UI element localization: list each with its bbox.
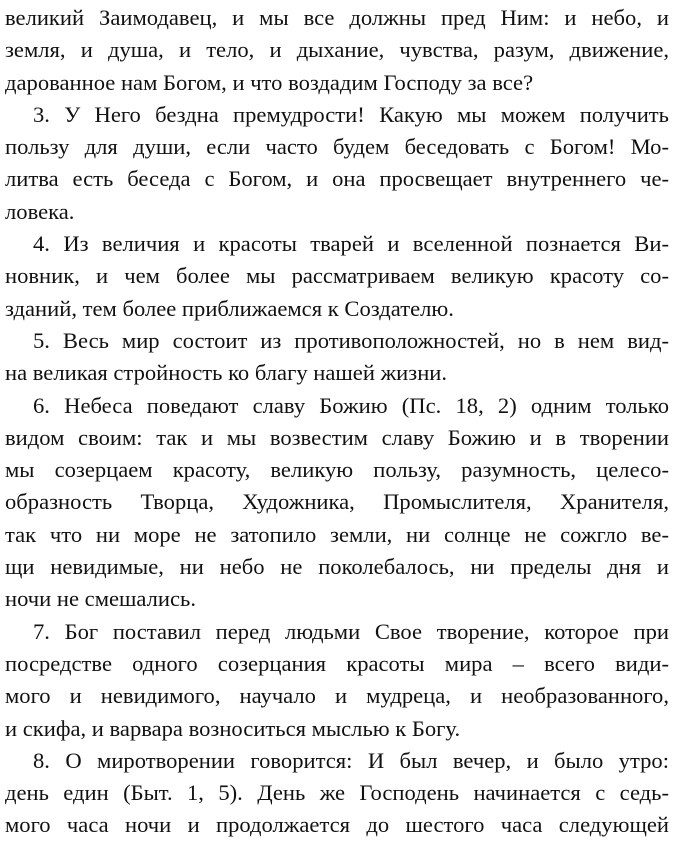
document-page [5, 2, 669, 842]
text-line: земля, и душа, и тело, и дыхание, чувства, разум, движение, [5, 37, 669, 63]
text-line: на великая стройность ко благу нашей жизни. [5, 360, 448, 386]
text-line: 4. Из величия и красоты тварей и вселенной познается Ви- [33, 231, 669, 257]
text-line: зданий, тем более приближаемся к Создателю. [5, 295, 454, 321]
text-line: пользу для души, если часто будем беседовать с Богом! Мо- [5, 134, 669, 160]
text-line: мы созерцаем красоту, великую пользу, разумность, целесо- [5, 457, 669, 483]
text-line: 8. О миротворении говорится: И был вечер, и было утро: [33, 747, 669, 773]
text-line: великий Заимодавец, и мы все должны пред Ним: и небо, и [5, 5, 669, 30]
text-line: дарованное нам Богом, и что воздадим Господу за все? [5, 69, 534, 95]
text-line: видом своим: так и мы возвестим славу Божию и в творении [5, 424, 669, 450]
text-line: так что ни море не затопило земли, ни солнце не сожгло ве- [5, 521, 669, 547]
text-line: 3. У Него бездна премудрости! Какую мы можем получить [33, 101, 669, 127]
text-line: 6. Небеса поведают славу Божию (Пс. 18, 2) одним только [33, 392, 669, 418]
text-line: мого часа ночи и продолжается до шестого часа следующей [5, 812, 669, 838]
text-line: 5. Весь мир состоит из противоположностей, но в нем вид- [33, 327, 669, 353]
text-line: и скифа, и варвара возноситься мыслью к Богу. [5, 715, 461, 741]
text-line: новник, и чем более мы рассматриваем великую красоту со- [5, 263, 669, 289]
text-line: ловека. [5, 198, 75, 224]
text-line: щи невидимые, ни небо не поколебалось, ни пределы дня и [5, 554, 669, 580]
text-line: литва есть беседа с Богом, и она просвещает внутреннего че- [5, 166, 669, 192]
text-line: мого и невидимого, научало и мудреца, и необразованного, [5, 683, 669, 709]
text-line: 7. Бог поставил перед людьми Свое творение, которое при [33, 618, 669, 644]
text-line: день един (Быт. 1, 5). День же Господень начинается с седь- [5, 780, 669, 806]
text-line: образность Творца, Художника, Промыслителя, Хранителя, [5, 489, 669, 515]
text-line: посредстве одного созерцания красоты мира – всего види- [5, 650, 669, 676]
text-line: ночи не смешались. [5, 586, 196, 612]
